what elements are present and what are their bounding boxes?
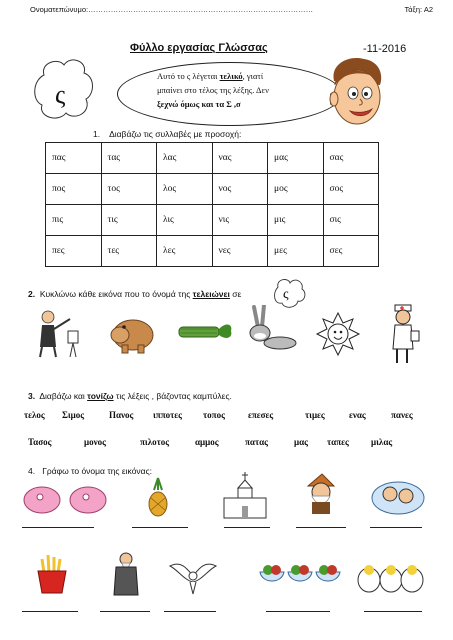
section1-instruction: Διαβάζω τις συλλαβές με προσοχή: [109,129,242,139]
table-cell: σας [323,143,379,174]
salad-bowls-picture [258,562,342,590]
table-row [46,236,379,267]
word: ιπποτες [153,410,182,420]
bugs-bunny-picture[interactable] [240,305,300,355]
word: μιλας [371,437,393,447]
section2-instruction-post: σε [229,289,242,299]
table-cell: νες [212,236,268,267]
table-cell: πες [46,236,102,267]
table-cell: μας [268,143,324,174]
bubble-line1-post: , γιατί [242,71,264,81]
church-picture [220,470,270,520]
answer-line[interactable] [296,527,346,528]
table-cell: πας [46,143,102,174]
section2-number: 2. [28,289,36,299]
bubble-line3: ξεχνώ όμως και τα Σ ,σ [157,99,241,109]
answer-line[interactable] [370,527,422,528]
table-cell: σες [323,236,379,267]
pineapple-picture [145,476,171,518]
table-cell: νις [212,205,268,236]
sun-picture[interactable] [315,311,361,357]
page-title: Φύλλο εργασίας Γλώσσας [130,42,268,54]
section2-instruction-bold: τελειώνει [192,289,230,299]
date-label: -11-2016 [363,43,407,55]
conductor-picture[interactable] [28,307,88,359]
answer-line[interactable] [164,611,216,612]
answer-line[interactable] [100,611,150,612]
section3-number: 3. [28,391,36,401]
table-cell: λις [157,205,213,236]
word: τιμες [305,410,325,420]
table-cell: τος [101,174,157,205]
answer-line[interactable] [364,611,422,612]
section2-heading [28,289,241,299]
word: επεσες [248,410,274,420]
celery-picture[interactable] [175,313,235,353]
priest-picture [110,551,142,597]
table-row [46,174,379,205]
nurse-picture[interactable] [385,303,425,365]
class-label: Τάξη: Α2 [404,5,433,14]
bubble-line2: μπαίνει στο τέλος της λέξης. Δεν [157,85,269,95]
answer-line[interactable] [224,527,270,528]
table-row [46,143,379,174]
dwarf-picture [298,472,344,518]
section3-heading [28,391,232,401]
word: τελος [24,410,45,420]
word: μας [294,437,308,447]
slippers-picture [22,482,110,516]
section4-instruction: Γράφω το όνομα της εικόνας: [42,466,153,476]
word: ταπες [327,437,349,447]
hippo-picture[interactable] [108,311,158,355]
section4-number: 4. [28,466,36,476]
chicks-picture [355,560,425,594]
table-cell: νος [212,174,268,205]
table-cell: λες [157,236,213,267]
word: αμμος [195,437,219,447]
table-cell: τας [101,143,157,174]
table-cell: πις [46,205,102,236]
section1-heading [93,129,241,139]
answer-line[interactable] [132,527,188,528]
word: ενας [349,410,366,420]
word: Σιμος [62,410,85,420]
word: Τασος [28,437,52,447]
bubble-line1-pre: Αυτό το ς λέγεται [157,71,220,81]
name-field-label: Ονοματεπώνυμο:……………………………………………………………………………… [30,5,314,14]
syllable-table [45,142,379,267]
section4-heading [28,466,152,476]
section3-instruction-pre: Διαβάζω και [39,391,88,401]
section1-number: 1. [93,129,101,139]
eagle-picture [168,556,218,596]
answer-line[interactable] [22,611,78,612]
final-sigma-glyph: ς [55,80,66,109]
table-cell: πος [46,174,102,205]
bubble-line1-bold: τελικό [219,71,243,81]
kids-picture [370,476,426,516]
table-cell: τις [101,205,157,236]
answer-line[interactable] [266,611,330,612]
table-cell: λας [157,143,213,174]
fries-picture [32,553,72,595]
word: πανες [391,410,413,420]
table-cell: μος [268,174,324,205]
table-cell: μις [268,205,324,236]
table-cell: μες [268,236,324,267]
section3-instruction-post: τις λέξεις , βάζοντας καμπύλες. [113,391,232,401]
table-cell: νας [212,143,268,174]
word: μονος [84,437,106,447]
answer-line[interactable] [22,527,94,528]
boy-face-icon [320,55,392,130]
word: πατας [245,437,268,447]
table-cell: σος [323,174,379,205]
bubble-text [157,69,327,111]
word: τοπος [203,410,225,420]
table-row [46,205,379,236]
section2-sigma: ς [283,287,289,302]
table-cell: τες [101,236,157,267]
word: πιλοτος [140,437,170,447]
section3-instruction-bold: τονίζω [87,391,114,401]
table-cell: λος [157,174,213,205]
table-cell: σις [323,205,379,236]
word: Πανος [109,410,134,420]
section2-instruction-pre: Κυκλώνω κάθε εικόνα που το όνομά της [39,289,193,299]
